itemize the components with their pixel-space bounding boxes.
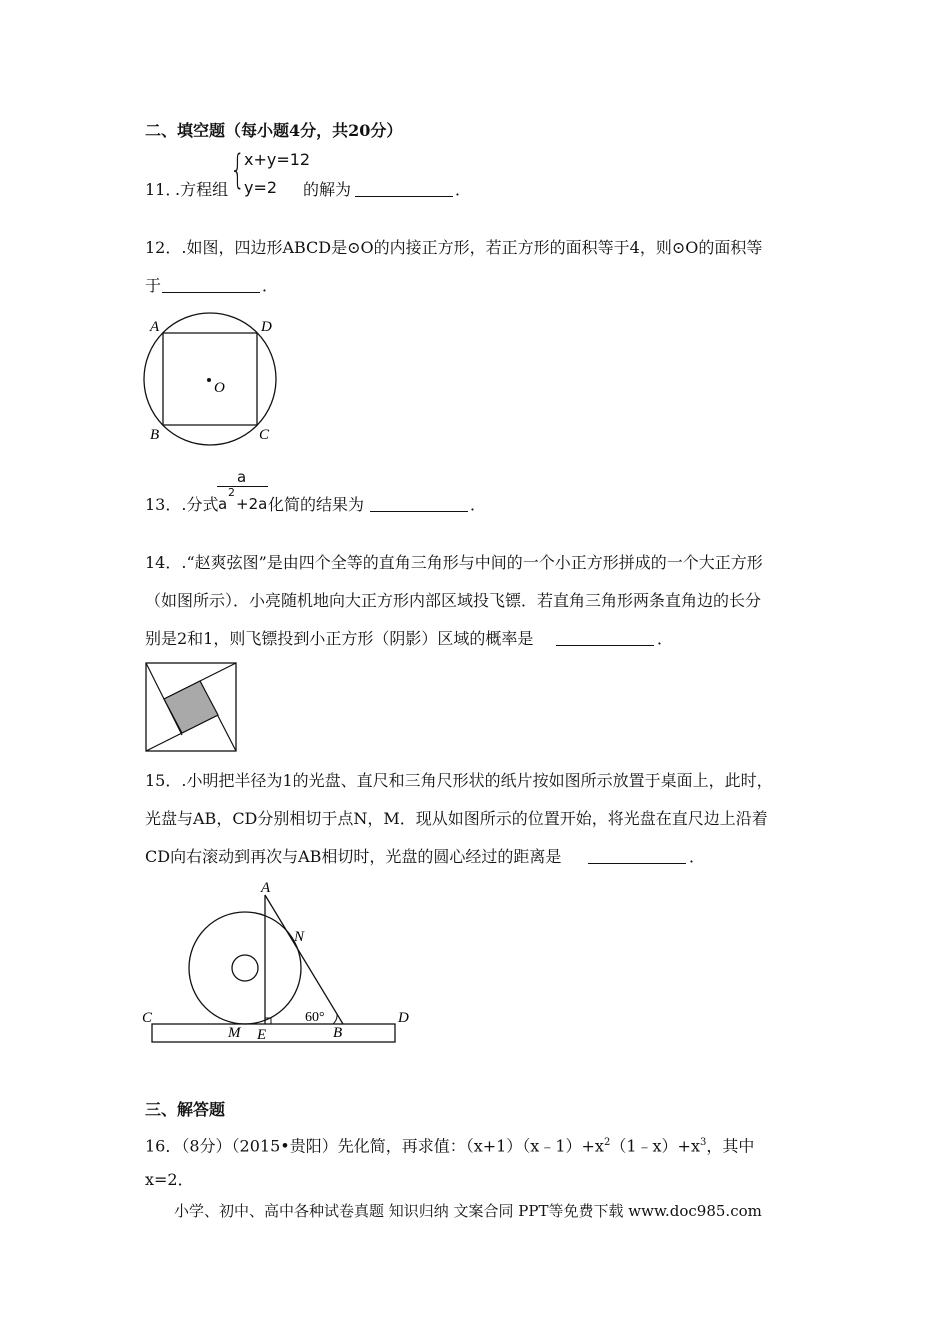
q14-end: ． [657,629,674,648]
q12-line-2: 于 [145,276,162,295]
disc-hole [232,955,258,981]
q12-figure-inscribed-square [140,312,285,447]
label-b: B [333,1025,343,1041]
shaded-small-square [164,681,218,733]
label-d: D [261,319,272,335]
q11-prefix: .方程组 [175,180,229,199]
center-point [207,378,211,382]
q12-line-1: 12．.如图，四边形ABCD是⊙O的内接正方形，若正方形的面积等于4，则⊙O的面积等 [145,238,763,257]
footer-text: 小学、初中、高中各种试卷真题 知识归纳 文案合同 PPT等免费下载 www.doc985.com [174,1202,762,1220]
fraction-bar [217,486,268,487]
q11-end: ． [455,180,472,199]
label-o: O [214,380,225,396]
q15-line-1: 15．.小明把半径为1的光盘、直尺和三角尺形状的纸片按如图所示放置于桌面上，此时， [145,771,773,790]
q13-denominator-rest: +2a [236,495,268,513]
q13-suffix: 化简的结果为 [268,495,365,514]
label-a: A [261,880,271,896]
label-c: C [142,1010,153,1026]
q11-suffix: 的解为 [303,180,352,199]
q15-line-2: 光盘与AB，CD分别相切于点N，M．现从如图所示的位置开始，将光盘在直尺边上沿着 [145,809,768,828]
q15-line-3: CD向右滚动到再次与AB相切时，光盘的圆心经过的距离是 [145,847,562,866]
left-brace: { [230,147,246,193]
q15-figure-disc-ruler-triangle [138,875,418,1050]
q15-end: ． [689,847,706,866]
q12-answer-blank[interactable] [162,276,260,293]
q11-equation-1: x+y=12 [244,150,311,169]
q13-denominator-a: a [218,495,228,513]
q13-denominator-exponent: 2 [228,486,235,499]
q16-superscript-1: 2 [603,1137,611,1148]
q13-end: ． [470,495,487,514]
label-e: E [257,1027,267,1043]
label-a: A [150,319,160,335]
q14-line-2: （如图所示）．小亮随机地向大正方形内部区域投飞镖．若直角三角形两条直角边的长分 [145,591,762,610]
q12-end: ． [262,276,279,295]
q16-superscript-2: 3 [699,1137,707,1148]
q16-line-2: x=2． [145,1170,194,1189]
q13-numerator: a [237,468,247,486]
ruler [152,1024,395,1042]
q15-answer-blank[interactable] [588,847,686,864]
q11-number: 11． [145,180,182,199]
q16-text-a: 16．（8分）（2015•贵阳）先化简，再求值：（x+1）（x﹣1）+x [145,1136,604,1156]
angle-label-60: 60° [305,1010,325,1025]
q16-line-1 [145,1133,754,1156]
q13-prefix: 13．.分式 [145,495,219,514]
label-n: N [294,929,305,945]
q16-text-c: ，其中 [706,1136,755,1156]
section-title-fill-in: 二、填空题（每小题4分，共20分） [145,121,403,140]
label-c: C [259,427,270,443]
q13-answer-blank[interactable] [370,495,468,512]
disc [189,912,301,1024]
q14-line-3: 别是2和1，则飞镖投到小正方形（阴影）区域的概率是 [145,629,534,648]
label-b: B [150,427,160,443]
label-m: M [228,1025,241,1041]
label-d: D [398,1010,409,1026]
q14-figure-zhao-shuang-diagram [144,661,240,755]
section-title-solve: 三、解答题 [145,1100,226,1119]
q11-answer-blank[interactable] [355,180,453,197]
q14-answer-blank[interactable] [556,629,654,646]
q16-text-b: （1﹣x）+x [610,1136,700,1156]
q14-line-1: 14．.“赵爽弦图”是由四个全等的直角三角形与中间的一个小正方形拼成的一个大正方形 [145,553,763,572]
q11-equation-2: y=2 [244,178,278,197]
